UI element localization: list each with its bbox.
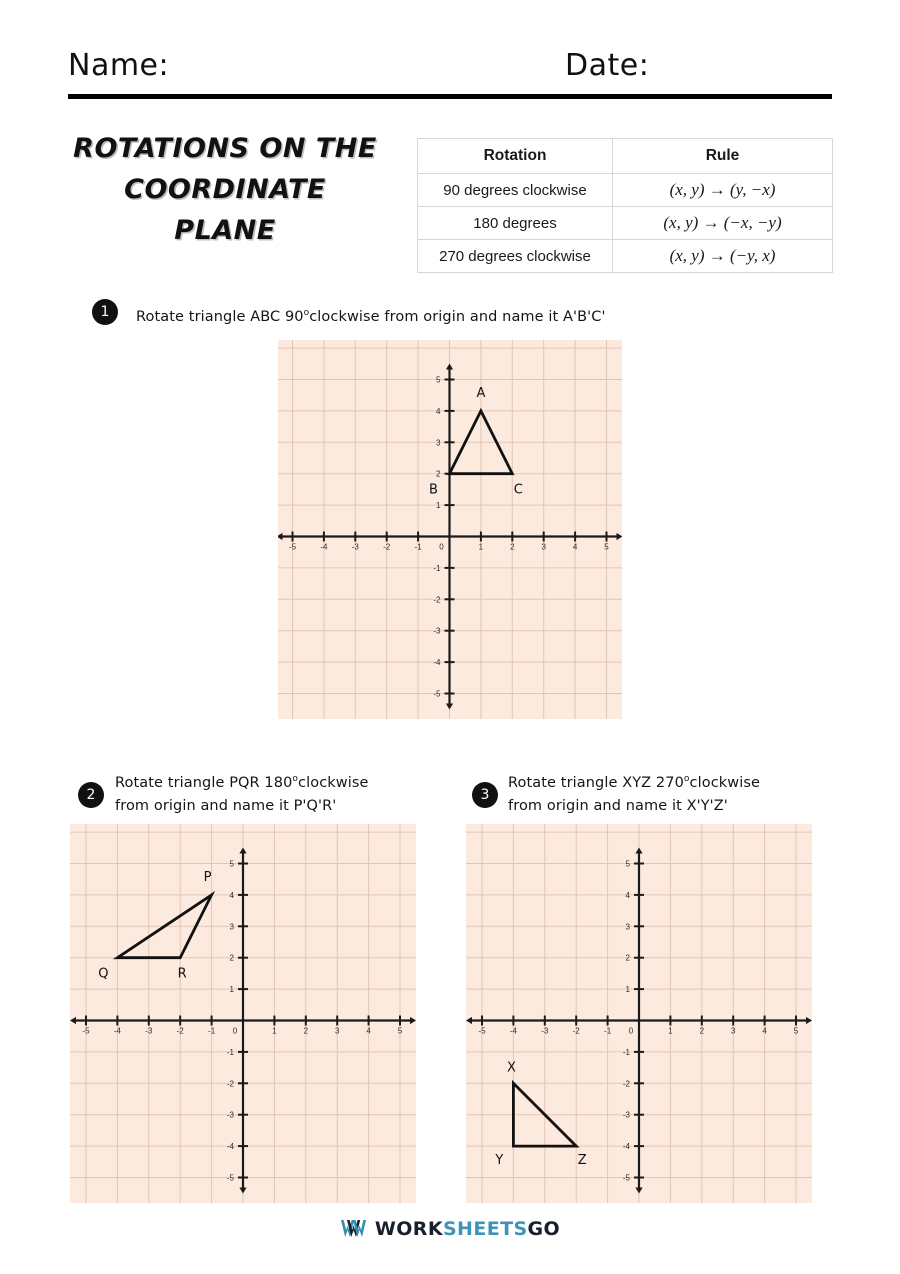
svg-text:1: 1 bbox=[272, 1026, 277, 1036]
svg-text:-4: -4 bbox=[226, 1142, 234, 1152]
svg-text:-2: -2 bbox=[433, 595, 441, 605]
table-row bbox=[418, 240, 833, 273]
svg-text:X: X bbox=[506, 1060, 516, 1076]
degree-symbol: o bbox=[303, 308, 310, 318]
svg-text:2: 2 bbox=[699, 1026, 705, 1036]
svg-text:-3: -3 bbox=[351, 542, 359, 552]
svg-text:5: 5 bbox=[229, 859, 234, 869]
worksheetsgo-logo-icon bbox=[340, 1218, 366, 1240]
question-1-text-before: Rotate triangle ABC 90 bbox=[136, 308, 304, 325]
coordinate-grid-2 bbox=[70, 824, 416, 1203]
svg-text:-1: -1 bbox=[226, 1047, 234, 1057]
svg-text:-2: -2 bbox=[176, 1026, 184, 1036]
svg-text:-3: -3 bbox=[541, 1026, 549, 1036]
svg-text:-3: -3 bbox=[622, 1110, 630, 1120]
table-row bbox=[418, 207, 833, 240]
svg-text:-1: -1 bbox=[208, 1026, 216, 1036]
svg-text:2: 2 bbox=[229, 953, 234, 963]
coordinate-grid-1 bbox=[278, 340, 622, 719]
svg-text:R: R bbox=[177, 966, 187, 982]
svg-text:Q: Q bbox=[98, 966, 109, 982]
date-label: Date: bbox=[565, 48, 650, 83]
svg-text:-4: -4 bbox=[433, 658, 441, 668]
svg-text:-4: -4 bbox=[113, 1026, 121, 1036]
graph-svg-3 bbox=[466, 824, 812, 1203]
svg-text:A: A bbox=[476, 385, 486, 401]
svg-text:1: 1 bbox=[229, 985, 234, 995]
svg-text:4: 4 bbox=[762, 1026, 767, 1036]
svg-text:2: 2 bbox=[510, 542, 515, 552]
svg-text:-2: -2 bbox=[622, 1079, 630, 1089]
question-2-text-line2: from origin and name it P'Q'R' bbox=[115, 797, 337, 814]
svg-text:-3: -3 bbox=[226, 1110, 234, 1120]
svg-text:-5: -5 bbox=[226, 1173, 234, 1183]
header-divider bbox=[68, 94, 832, 99]
svg-text:2: 2 bbox=[625, 953, 630, 963]
svg-text:-5: -5 bbox=[82, 1026, 90, 1036]
svg-text:5: 5 bbox=[793, 1026, 799, 1036]
svg-text:-5: -5 bbox=[478, 1026, 486, 1036]
svg-text:-1: -1 bbox=[414, 542, 422, 552]
page-title-line-2: COORDINATE bbox=[124, 174, 326, 205]
svg-text:B: B bbox=[429, 482, 438, 498]
question-number-badge-1: 1 bbox=[92, 299, 118, 325]
svg-text:0: 0 bbox=[439, 542, 444, 552]
graph-svg-1 bbox=[278, 340, 622, 719]
svg-text:3: 3 bbox=[541, 542, 546, 552]
svg-text:5: 5 bbox=[397, 1026, 403, 1036]
svg-text:2: 2 bbox=[303, 1026, 309, 1036]
cell-rotation: 180 degrees bbox=[418, 207, 613, 240]
question-number-badge-3: 3 bbox=[472, 782, 498, 808]
svg-text:1: 1 bbox=[625, 985, 630, 995]
svg-text:1: 1 bbox=[668, 1026, 673, 1036]
footer bbox=[0, 1218, 900, 1240]
svg-text:-2: -2 bbox=[383, 542, 391, 552]
logo-text-go: GO bbox=[527, 1218, 561, 1240]
cell-rotation: 270 degrees clockwise bbox=[418, 240, 613, 273]
graph-svg-2 bbox=[70, 824, 416, 1203]
cell-rotation: 90 degrees clockwise bbox=[418, 174, 613, 207]
column-header-rule: Rule bbox=[613, 139, 833, 174]
name-label: Name: bbox=[68, 48, 170, 83]
rotation-rules-table bbox=[417, 138, 833, 273]
coordinate-grid-3 bbox=[466, 824, 812, 1203]
svg-text:2: 2 bbox=[436, 469, 441, 479]
svg-text:3: 3 bbox=[229, 922, 234, 932]
question-2-text-before: Rotate triangle PQR 180 bbox=[115, 774, 293, 791]
svg-text:-5: -5 bbox=[288, 542, 297, 552]
page-title-line-1: ROTATIONS ON THE bbox=[73, 133, 377, 164]
question-3-text-before: Rotate triangle XYZ 270 bbox=[508, 774, 684, 791]
svg-text:1: 1 bbox=[478, 542, 484, 552]
logo-text-sheets: SHEETS bbox=[442, 1218, 528, 1240]
svg-text:3: 3 bbox=[625, 922, 630, 932]
svg-text:-3: -3 bbox=[145, 1026, 153, 1036]
question-1-text-after: clockwise from origin and name it A'B'C' bbox=[309, 308, 606, 325]
svg-text:-4: -4 bbox=[509, 1026, 517, 1036]
table-header-row bbox=[418, 139, 833, 174]
svg-text:5: 5 bbox=[625, 859, 630, 869]
svg-text:Z: Z bbox=[577, 1153, 587, 1169]
question-text-2 bbox=[115, 768, 415, 818]
svg-text:C: C bbox=[513, 482, 523, 498]
degree-symbol: o bbox=[292, 774, 299, 784]
svg-text:3: 3 bbox=[436, 438, 441, 448]
degree-symbol: o bbox=[683, 774, 690, 784]
svg-text:4: 4 bbox=[572, 542, 578, 552]
svg-text:3: 3 bbox=[730, 1026, 736, 1036]
svg-text:5: 5 bbox=[436, 375, 441, 385]
svg-text:Y: Y bbox=[495, 1153, 504, 1169]
page-title bbox=[60, 128, 390, 251]
svg-text:0: 0 bbox=[628, 1026, 634, 1036]
question-text-1 bbox=[136, 302, 736, 329]
worksheetsgo-logo-text bbox=[375, 1218, 560, 1240]
table-row bbox=[418, 174, 833, 207]
svg-text:-1: -1 bbox=[433, 563, 441, 573]
question-3-text-after: clockwise bbox=[689, 774, 761, 791]
question-3-text-line2: from origin and name it X'Y'Z' bbox=[508, 797, 728, 814]
logo-text-work: WORK bbox=[374, 1218, 443, 1240]
svg-text:-3: -3 bbox=[433, 626, 441, 636]
svg-text:-5: -5 bbox=[622, 1173, 630, 1183]
svg-text:-5: -5 bbox=[433, 689, 441, 699]
question-2-text-after: clockwise bbox=[298, 774, 369, 791]
cell-rule: (x, y) → (−x, −y) bbox=[613, 207, 833, 240]
svg-text:P: P bbox=[203, 869, 212, 885]
question-number-badge-2: 2 bbox=[78, 782, 104, 808]
svg-text:5: 5 bbox=[604, 542, 609, 552]
svg-text:-2: -2 bbox=[226, 1079, 234, 1089]
header-fields bbox=[68, 48, 832, 94]
svg-text:-1: -1 bbox=[604, 1026, 612, 1036]
svg-text:3: 3 bbox=[334, 1026, 340, 1036]
svg-text:4: 4 bbox=[229, 890, 234, 900]
cell-rule: (x, y) → (y, −x) bbox=[613, 174, 833, 207]
page-title-line-3: PLANE bbox=[174, 215, 276, 246]
question-text-3 bbox=[508, 768, 808, 818]
svg-text:-1: -1 bbox=[622, 1047, 630, 1057]
svg-text:-4: -4 bbox=[320, 542, 328, 552]
svg-text:4: 4 bbox=[625, 890, 630, 900]
svg-text:-2: -2 bbox=[572, 1026, 580, 1036]
cell-rule: (x, y) → (−y, x) bbox=[613, 240, 833, 273]
svg-text:4: 4 bbox=[436, 406, 441, 416]
svg-text:-4: -4 bbox=[622, 1142, 630, 1152]
svg-text:4: 4 bbox=[366, 1026, 371, 1036]
svg-text:1: 1 bbox=[436, 501, 441, 511]
column-header-rotation: Rotation bbox=[418, 139, 613, 174]
svg-text:0: 0 bbox=[232, 1026, 238, 1036]
